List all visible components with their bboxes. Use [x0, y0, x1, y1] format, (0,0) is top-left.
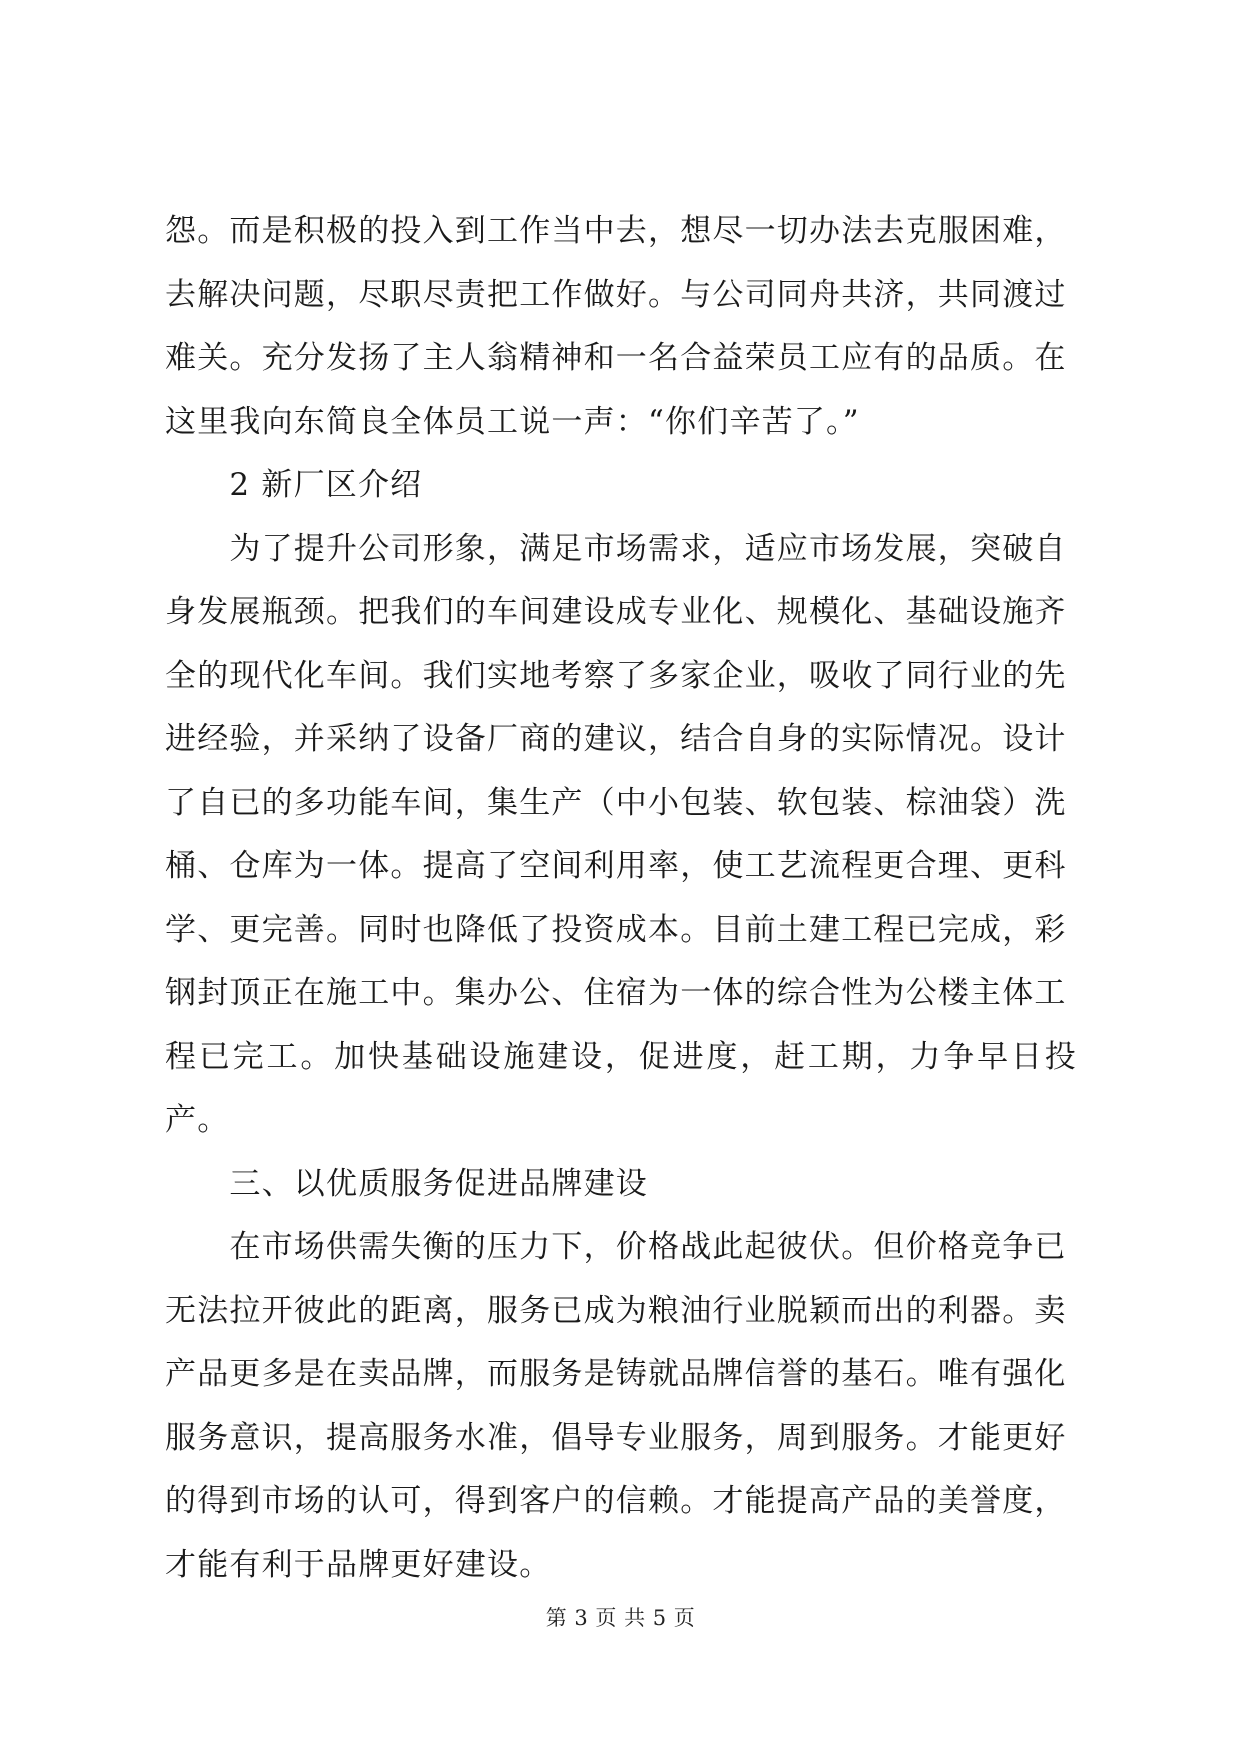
text-line: 的得到市场的认可，得到客户的信赖。才能提高产品的美誉度，	[165, 1483, 1067, 1519]
text-line: 桶、仓库为一体。提高了空间利用率，使工艺流程更合理、更科	[165, 848, 1067, 884]
section-heading-new-factory: 2 新厂区介绍	[165, 467, 423, 503]
document-body	[165, 200, 1077, 1597]
text-line: 程已完工。加快基础设施建设，促进度，赶工期，力争早日投产。	[165, 1038, 1077, 1138]
text-line: 为了提升公司形象，满足市场需求，适应市场发展，突破自	[165, 530, 1067, 567]
text-line: 产品更多是在卖品牌，而服务是铸就品牌信誉的基石。唯有强化	[165, 1356, 1067, 1392]
text-line: 难关。充分发扬了主人翁精神和一名合益荣员工应有的品质。在	[165, 340, 1067, 376]
text-line: 无法拉开彼此的距离，服务已成为粮油行业脱颖而出的利器。卖	[165, 1292, 1067, 1329]
page-number-footer: 第 3 页 共 5 页	[545, 1606, 696, 1630]
text-line: 身发展瓶颈。把我们的车间建设成专业化、规模化、基础设施齐	[165, 594, 1067, 630]
text-line: 学、更完善。同时也降低了投资成本。目前土建工程已完成，彩	[165, 911, 1067, 948]
text-line: 在市场供需失衡的压力下，价格战此起彼伏。但价格竞争已	[165, 1229, 1067, 1265]
text-line: 这里我向东简良全体员工说一声：“你们辛苦了。”	[165, 403, 860, 440]
text-line: 服务意识，提高服务水准，倡导专业服务，周到服务。才能更好	[165, 1419, 1067, 1456]
text-line: 了自已的多功能车间，集生产（中小包装、软包装、棕油袋）洗	[165, 784, 1067, 821]
text-line: 钢封顶正在施工中。集办公、住宿为一体的综合性为公楼主体工	[165, 975, 1067, 1011]
text-line: 去解决问题，尽职尽责把工作做好。与公司同舟共济，共同渡过	[165, 276, 1067, 313]
text-line: 全的现代化车间。我们实地考察了多家企业，吸收了同行业的先	[165, 657, 1067, 694]
text-line: 才能有利于品牌更好建设。	[165, 1546, 552, 1583]
section-heading-service-brand: 三、以优质服务促进品牌建设	[165, 1165, 648, 1202]
text-line: 怨。而是积极的投入到工作当中去，想尽一切办法去克服困难，	[165, 213, 1067, 249]
text-line: 进经验，并采纳了设备厂商的建议，结合自身的实际情况。设计	[165, 721, 1067, 757]
